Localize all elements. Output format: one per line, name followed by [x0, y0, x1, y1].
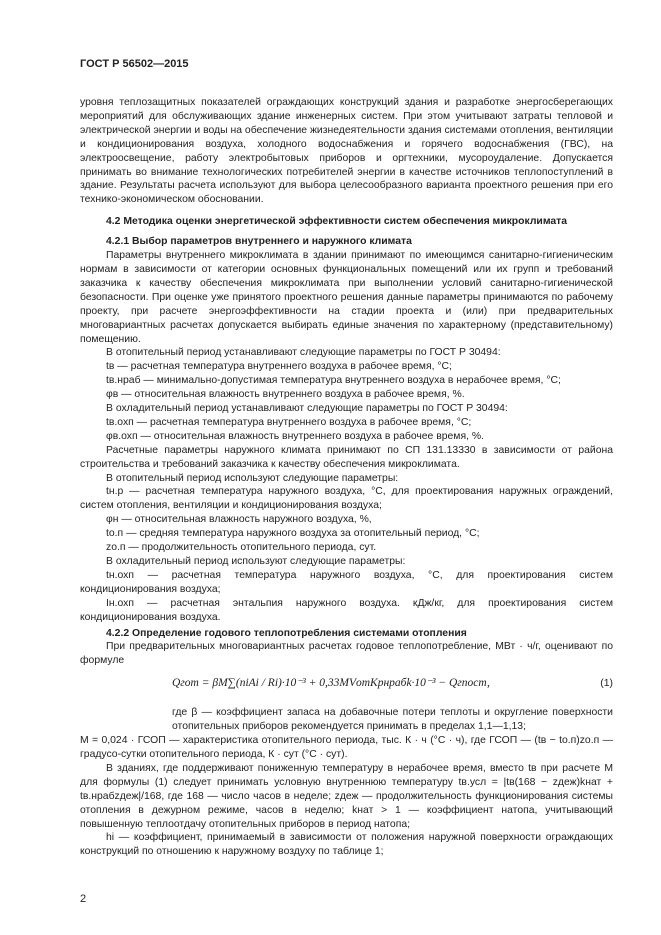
section-heading-4-2: 4.2 Методика оценки энергетической эффективности систем обеспечения микроклимата	[106, 216, 568, 228]
formula-number: (1)	[600, 678, 613, 690]
definition-item: φв.охп — относительная влажность внутреннего воздуха в рабочее время, %.	[106, 430, 484, 442]
paragraph: При предварительных многовариантных расчетах годовое теплопотребление, МВт · ч/г, оценивают по формуле	[80, 641, 613, 667]
subsection-heading-4-2-1: 4.2.1 Выбор параметров внутреннего и наружного климата	[106, 236, 412, 248]
definition-item: tв.охп — расчетная температура внутреннего воздуха в рабочее время, °С;	[106, 416, 472, 428]
paragraph: В отопительный период устанавливают следующие параметры по ГОСТ Р 30494:	[106, 347, 501, 359]
running-header: ГОСТ Р 56502—2015	[80, 58, 189, 70]
subsection-heading-4-2-2: 4.2.2 Определение годового теплопотребления системами отопления	[106, 627, 467, 639]
formula-1: Qгот = βM∑(niAi / Ri)·10⁻³ + 0,33MVотKpнрабk·10⁻³ − Qгпост,	[172, 677, 490, 690]
paragraph: hi — коэффициент, принимаемый в зависимости от положения наружной поверхности ограждающих конструкций по отношению к наружному воздуху по таблице 1;	[80, 832, 613, 858]
definition-item: tв.нраб — минимально-допустимая температура внутреннего воздуха в нерабочее время, °С;	[106, 375, 561, 387]
definition-item: Iн.охп — расчетная энтальпия наружного воздуха. кДж/кг, для проектирования систем кондиционирования воздуха.	[80, 597, 613, 623]
page-number: 2	[80, 893, 87, 905]
paragraph: В отопительный период используют следующие параметры:	[106, 472, 399, 484]
where-clause: M = 0,024 · ГСОП — характеристика отопительного периода, тыс. К · ч (°С · ч), где ГСОП — (tв − tо.п)zо.п — градусо-сутки отопительного периода, К · сут (°С · сут).	[80, 735, 613, 760]
intro-paragraph: уровня теплозащитных показателей ограждающих конструкций здания и разработке энергосберегающих мероприятий для обслуживающих здание инженерных систем. При этом учитывают затраты тепловой и электрической энергии и воды на обеспечение жизнедеятельности здания системами отопления, вентиляции и кондиционирования воздуха, холодного водоснабжения и горячего водоснабжения (ГВС), на электроосвещение, работу электробытовых приборов и оргтехники, мусороудаление. Допускается принимать во внимание технологических потребителей энергии в качестве источников теплопоступлений в здание. Результаты расчета используют для выбора целесообразного варианта проектного решения при его технико-экономическом обосновании.	[80, 97, 613, 206]
paragraph: В охладительный период устанавливают следующие параметры по ГОСТ Р 30494:	[106, 403, 508, 415]
where-clause: где β — коэффициент запаса на добавочные потери теплоты и округление поверхности отопительных приборов рекомендуется принимать в пределах 1,1—1,13;	[172, 707, 613, 733]
paragraph: Расчетные параметры наружного климата принимают по СП 131.13330 в зависимости от района строительства и требований заказчика к качеству обеспечения микроклимата.	[80, 444, 613, 470]
paragraph: Параметры внутреннего микроклимата в здании принимают по имеющимся санитарно-гигиеническим нормам в зависимости от категории основных функциональных помещений или их групп и требований заказчика к качеству обеспечения микроклимата при выполнении условий санитарно-гигиенической безопасности. При оценке уже принятого проектного решения данные параметры принимаются по рабочему проекту, при расчете энергоэффективности на стадии проекта и (или) при предварительных многовариантных расчетах допускается выбирать единые значения по характерному (представительному) помещению.	[80, 250, 613, 345]
definition-item: tн.р — расчетная температура наружного воздуха, °С, для проектирования наружных ограждений, систем отопления, вентиляции и кондиционирования воздуха;	[80, 486, 613, 512]
page-body	[80, 96, 613, 859]
definition-item: φв — относительная влажность внутреннего воздуха в рабочее время, %.	[106, 389, 465, 401]
paragraph: В зданиях, где поддерживают пониженную температуру в нерабочее время, вместо tв при расчете M для формулы (1) следует принимать условную внутреннюю температуру tв.усл = |tв(168 − zдеж)kнат + tв.нрабzдеж|/168, где 168 — число часов в неделе; zдеж — продолжительность функционирования системы отопления в дежурном режиме, часов в неделю; kнат > 1 — коэффициент натопа, учитывающий повышенную теплоотдачу отопительных приборов в период натопа;	[80, 762, 613, 830]
definition-item: tо.п — средняя температура наружного воздуха за отопительный период, °С;	[106, 528, 480, 540]
formula-block	[80, 672, 613, 700]
paragraph: В охладительный период используют следующие параметры:	[106, 556, 406, 567]
definition-item: zо.п — продолжительность отопительного периода, сут.	[106, 542, 377, 554]
definition-item: φн — относительная влажность наружного воздуха, %,	[106, 514, 372, 526]
definition-item: tв — расчетная температура внутреннего воздуха в рабочее время, °С;	[106, 361, 452, 373]
definition-item: tн.охп — расчетная температура наружного воздуха, °С, для проектирования систем кондиционирования воздуха;	[80, 569, 613, 595]
